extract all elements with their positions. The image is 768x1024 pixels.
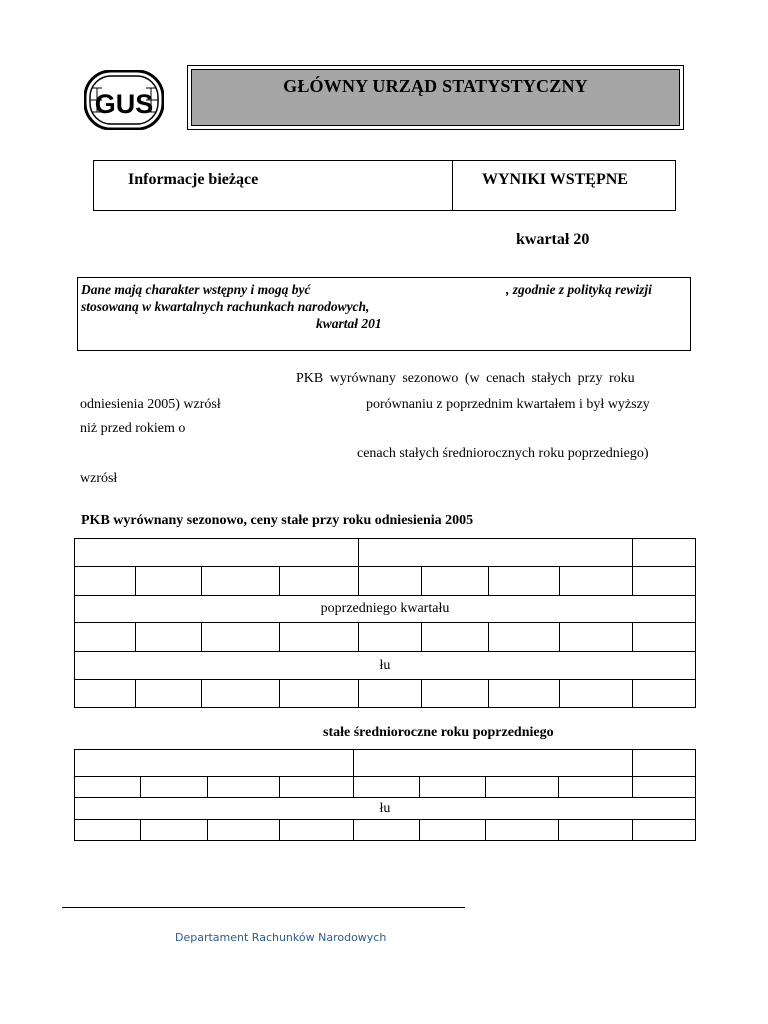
quarter-label: kwartał 20 — [516, 231, 590, 248]
page-title: GŁÓWNY URZĄD STATYSTYCZNY — [283, 76, 588, 96]
notice-line-1b: , zgodnie z polityką rewizji — [506, 282, 652, 297]
table-row — [75, 567, 696, 596]
paragraph-line: wzrósł — [80, 471, 118, 486]
notice-line-3: kwartał 201 — [316, 316, 382, 331]
department-name: Departament Rachunków Narodowych — [175, 931, 387, 944]
table2-title: stałe średnioroczne roku poprzedniego — [323, 725, 554, 740]
gus-logo — [84, 70, 164, 130]
table1-title: PKB wyrównany sezonowo, ceny stałe przy roku odniesienia 2005 — [81, 513, 474, 528]
gdp-table-2005 — [74, 538, 696, 708]
gdp-table-avg-prices — [74, 749, 696, 841]
table-row — [75, 596, 696, 623]
header-banner — [187, 65, 684, 130]
notice-line-2: stosowaną w kwartalnych rachunkach narodowych, — [81, 299, 370, 314]
table-row — [75, 798, 696, 820]
table-row — [75, 680, 696, 708]
paragraph-line: niż przed rokiem o — [80, 421, 186, 436]
svg-text:GUS: GUS — [94, 89, 154, 119]
info-current-label: Informacje bieżące — [128, 171, 259, 188]
band-previous-quarter: poprzedniego kwartału — [75, 596, 696, 623]
preliminary-results-label: WYNIKI WSTĘPNE — [482, 171, 628, 188]
paragraph-line: porównaniu z poprzednim kwartałem i był wyższy — [366, 397, 650, 412]
notice-line-1a: Dane mają charakter wstępny i mogą być — [81, 282, 311, 297]
paragraph-line: odniesienia 2005) wzrósł — [80, 397, 221, 412]
paragraph-line: cenach stałych średniorocznych roku poprzedniego) — [357, 446, 649, 461]
info-box — [93, 160, 676, 211]
table-row — [75, 623, 696, 652]
table-row — [75, 750, 696, 777]
table-row — [75, 777, 696, 798]
table-row — [75, 820, 696, 841]
footnote-divider — [62, 907, 465, 908]
table-row — [75, 652, 696, 680]
preliminary-notice — [77, 277, 691, 351]
table-row — [75, 539, 696, 567]
band-year: łu — [75, 798, 696, 820]
band-year: łu — [75, 652, 696, 680]
paragraph-line: PKB wyrównany sezonowo (w cenach stałych przy roku — [296, 371, 635, 386]
